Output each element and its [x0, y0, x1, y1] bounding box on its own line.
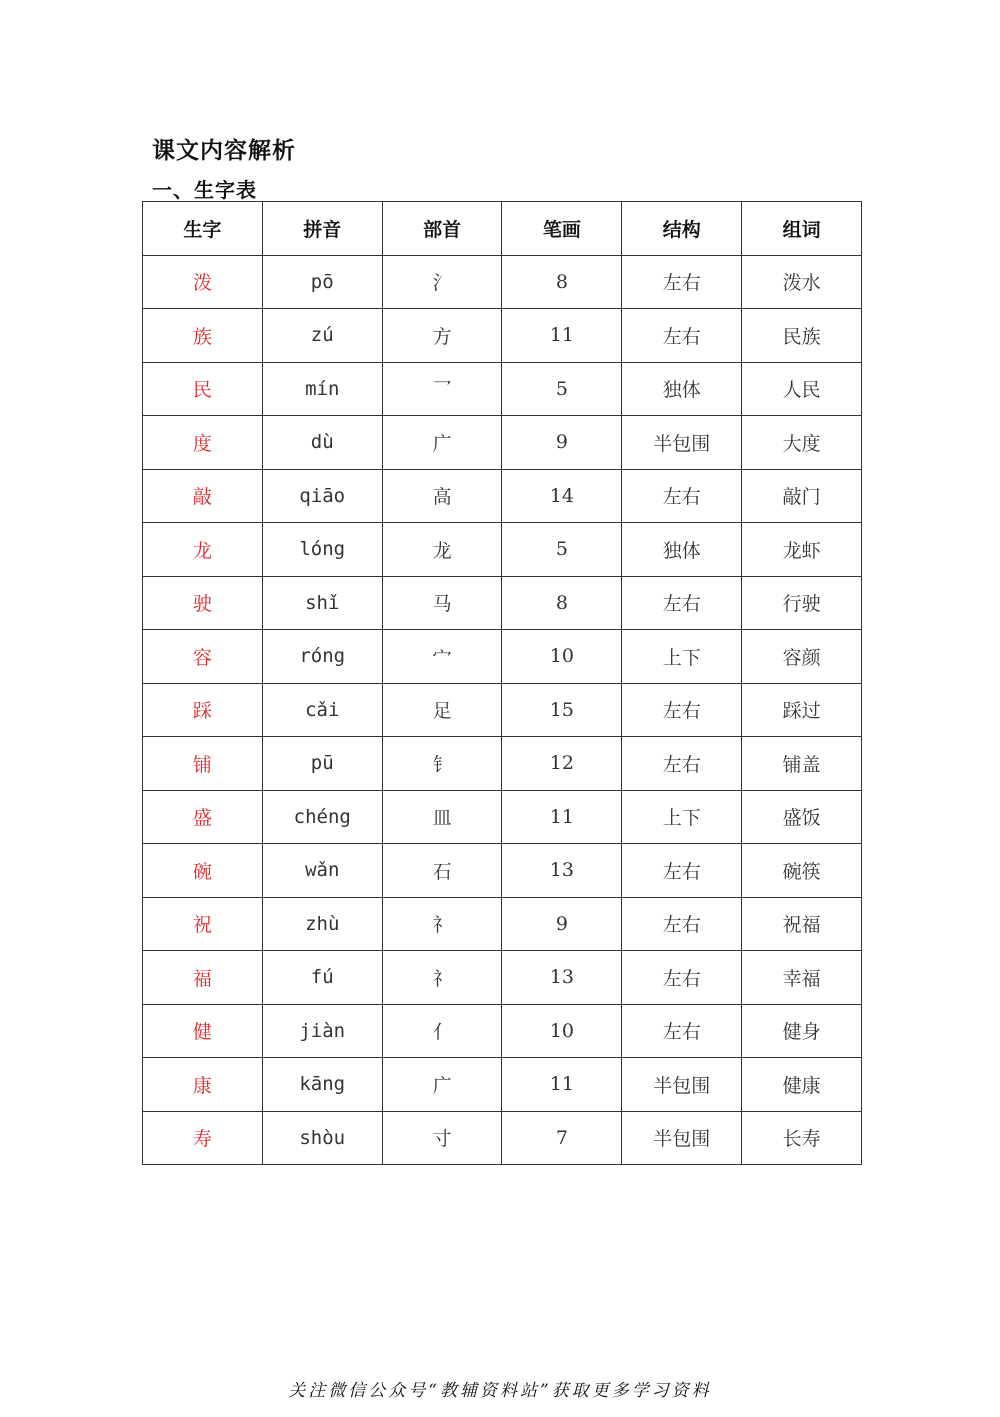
- cell-pinyin: qiāo: [262, 469, 382, 523]
- cell-pinyin: róng: [262, 630, 382, 684]
- cell-pinyin: dù: [262, 416, 382, 470]
- table-row: [143, 523, 862, 577]
- table-row: [143, 1004, 862, 1058]
- footer-note: 关注微信公众号“教辅资料站”获取更多学习资料: [288, 1381, 712, 1401]
- table-row: [143, 844, 862, 898]
- cell-character: 福: [143, 951, 263, 1005]
- cell-strokes: 13: [502, 844, 622, 898]
- cell-character: 泼: [143, 255, 263, 309]
- cell-pinyin: mín: [262, 362, 382, 416]
- cell-word: 行驶: [742, 576, 862, 630]
- cell-character: 祝: [143, 897, 263, 951]
- cell-radical: 寸: [382, 1111, 502, 1165]
- cell-character: 踩: [143, 683, 263, 737]
- cell-pinyin: lóng: [262, 523, 382, 577]
- cell-structure: 左右: [622, 576, 742, 630]
- cell-character: 容: [143, 630, 263, 684]
- cell-word: 容颜: [742, 630, 862, 684]
- table-row: [143, 362, 862, 416]
- header-strokes: 笔画: [502, 202, 622, 256]
- cell-word: 健康: [742, 1058, 862, 1112]
- cell-pinyin: wǎn: [262, 844, 382, 898]
- cell-strokes: 11: [502, 309, 622, 363]
- cell-strokes: 9: [502, 897, 622, 951]
- cell-strokes: 8: [502, 255, 622, 309]
- cell-character: 铺: [143, 737, 263, 791]
- cell-word: 龙虾: [742, 523, 862, 577]
- cell-radical: 马: [382, 576, 502, 630]
- cell-character: 碗: [143, 844, 263, 898]
- cell-pinyin: shòu: [262, 1111, 382, 1165]
- cell-word: 健身: [742, 1004, 862, 1058]
- cell-pinyin: pō: [262, 255, 382, 309]
- header-radical: 部首: [382, 202, 502, 256]
- cell-character: 盛: [143, 790, 263, 844]
- cell-strokes: 5: [502, 523, 622, 577]
- table-row: [143, 576, 862, 630]
- table-row: [143, 469, 862, 523]
- cell-pinyin: shǐ: [262, 576, 382, 630]
- cell-strokes: 11: [502, 1058, 622, 1112]
- table-row: [143, 1111, 862, 1165]
- cell-structure: 左右: [622, 897, 742, 951]
- cell-radical: 方: [382, 309, 502, 363]
- cell-strokes: 10: [502, 630, 622, 684]
- page-title: 课文内容解析: [152, 138, 296, 164]
- cell-character: 敲: [143, 469, 263, 523]
- cell-radical: 礻: [382, 897, 502, 951]
- cell-strokes: 12: [502, 737, 622, 791]
- cell-radical: 石: [382, 844, 502, 898]
- cell-strokes: 9: [502, 416, 622, 470]
- cell-structure: 左右: [622, 469, 742, 523]
- cell-strokes: 13: [502, 951, 622, 1005]
- cell-word: 人民: [742, 362, 862, 416]
- table-row: [143, 630, 862, 684]
- cell-character: 族: [143, 309, 263, 363]
- cell-character: 龙: [143, 523, 263, 577]
- cell-strokes: 15: [502, 683, 622, 737]
- cell-radical: 高: [382, 469, 502, 523]
- cell-structure: 上下: [622, 630, 742, 684]
- cell-structure: 独体: [622, 523, 742, 577]
- cell-pinyin: jiàn: [262, 1004, 382, 1058]
- table-row: [143, 255, 862, 309]
- cell-word: 长寿: [742, 1111, 862, 1165]
- table-body: [143, 255, 862, 1165]
- cell-character: 康: [143, 1058, 263, 1112]
- cell-radical: 氵: [382, 255, 502, 309]
- header-structure: 结构: [622, 202, 742, 256]
- vocabulary-table: [142, 201, 862, 1165]
- cell-structure: 左右: [622, 951, 742, 1005]
- cell-pinyin: cǎi: [262, 683, 382, 737]
- cell-structure: 左右: [622, 1004, 742, 1058]
- cell-radical: 广: [382, 1058, 502, 1112]
- cell-word: 碗筷: [742, 844, 862, 898]
- cell-radical: 龙: [382, 523, 502, 577]
- table-row: [143, 683, 862, 737]
- cell-structure: 左右: [622, 309, 742, 363]
- cell-structure: 半包围: [622, 416, 742, 470]
- cell-strokes: 11: [502, 790, 622, 844]
- cell-character: 健: [143, 1004, 263, 1058]
- cell-structure: 独体: [622, 362, 742, 416]
- cell-character: 度: [143, 416, 263, 470]
- cell-pinyin: zhù: [262, 897, 382, 951]
- cell-pinyin: pū: [262, 737, 382, 791]
- cell-character: 寿: [143, 1111, 263, 1165]
- cell-strokes: 10: [502, 1004, 622, 1058]
- cell-radical: 礻: [382, 951, 502, 1005]
- cell-radical: 乛: [382, 362, 502, 416]
- cell-radical: 足: [382, 683, 502, 737]
- cell-structure: 半包围: [622, 1111, 742, 1165]
- table-row: [143, 951, 862, 1005]
- cell-pinyin: chéng: [262, 790, 382, 844]
- cell-radical: 皿: [382, 790, 502, 844]
- cell-radical: 钅: [382, 737, 502, 791]
- header-row: [143, 202, 862, 256]
- cell-word: 大度: [742, 416, 862, 470]
- table-row: [143, 737, 862, 791]
- cell-strokes: 8: [502, 576, 622, 630]
- cell-structure: 左右: [622, 844, 742, 898]
- table-row: [143, 897, 862, 951]
- cell-strokes: 14: [502, 469, 622, 523]
- header-pinyin: 拼音: [262, 202, 382, 256]
- table-row: [143, 309, 862, 363]
- cell-radical: 亻: [382, 1004, 502, 1058]
- cell-structure: 上下: [622, 790, 742, 844]
- cell-word: 泼水: [742, 255, 862, 309]
- cell-character: 民: [143, 362, 263, 416]
- cell-structure: 半包围: [622, 1058, 742, 1112]
- cell-pinyin: kāng: [262, 1058, 382, 1112]
- header-word: 组词: [742, 202, 862, 256]
- table-header: [143, 202, 862, 256]
- cell-structure: 左右: [622, 683, 742, 737]
- cell-pinyin: fú: [262, 951, 382, 1005]
- cell-word: 祝福: [742, 897, 862, 951]
- cell-structure: 左右: [622, 255, 742, 309]
- cell-strokes: 5: [502, 362, 622, 416]
- cell-structure: 左右: [622, 737, 742, 791]
- cell-word: 铺盖: [742, 737, 862, 791]
- table-row: [143, 790, 862, 844]
- cell-word: 踩过: [742, 683, 862, 737]
- cell-radical: 宀: [382, 630, 502, 684]
- cell-pinyin: zú: [262, 309, 382, 363]
- section-title: 一、生字表: [152, 178, 257, 202]
- cell-word: 幸福: [742, 951, 862, 1005]
- cell-word: 敲门: [742, 469, 862, 523]
- table-row: [143, 416, 862, 470]
- cell-strokes: 7: [502, 1111, 622, 1165]
- table-row: [143, 1058, 862, 1112]
- header-character: 生字: [143, 202, 263, 256]
- cell-character: 驶: [143, 576, 263, 630]
- cell-word: 民族: [742, 309, 862, 363]
- cell-radical: 广: [382, 416, 502, 470]
- cell-word: 盛饭: [742, 790, 862, 844]
